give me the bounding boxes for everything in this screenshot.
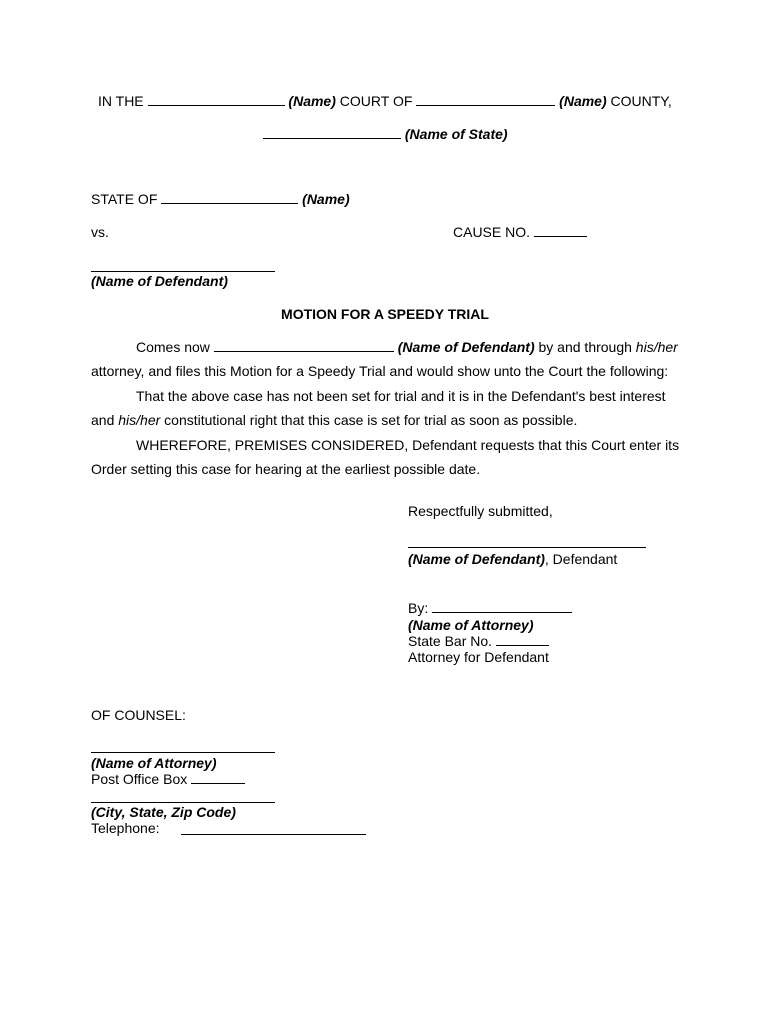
state-bar-blank[interactable] [496,632,549,646]
city-state-zip-label: (City, State, Zip Code) [91,804,236,820]
paragraph-3-line-1: WHEREFORE, PREMISES CONSIDERED, Defendant requests that this Court enter its [136,437,680,453]
defendant-name-label: (Name of Defendant) [91,273,228,289]
by-line [408,599,572,617]
telephone-blank[interactable] [181,834,366,835]
name-label: (Name) [302,191,350,207]
state-of-text: STATE OF [91,191,158,207]
paragraph-2-line-1: That the above case has not been set for trial and it is in the Defendant's best interest [136,388,666,404]
court-of-text: COURT OF [339,93,413,109]
po-box-label: Post Office Box [91,771,188,787]
comes-now-text: Comes now [136,339,210,355]
cause-no-blank[interactable] [534,223,587,237]
cause-no-label: CAUSE NO. [453,224,531,240]
attorney-for-defendant: Attorney for Defendant [408,649,549,665]
defendant-signature-blank[interactable] [408,547,646,548]
paragraph-2-rest: constitutional right that this case is set for trial as soon as possible. [164,412,578,428]
defendant-blank[interactable] [214,338,394,352]
name-label: (Name) [288,93,336,109]
cause-no-line [453,223,587,241]
defendant-name-label: (Name of Defendant) [397,339,535,355]
defendant-signature-label [408,550,617,568]
court-caption-line [98,92,672,110]
document-title: MOTION FOR A SPEEDY TRIAL [281,306,489,322]
court-name-blank[interactable] [148,92,285,106]
state-bar-label: State Bar No. [408,633,493,649]
name-of-state-label: (Name of State) [404,126,508,142]
plaintiff-state-blank[interactable] [161,190,298,204]
state-caption-line [263,125,508,143]
po-box-blank[interactable] [191,770,245,784]
attorney-name-label: (Name of Attorney) [408,617,534,633]
versus-text: vs. [91,224,109,240]
telephone-label: Telephone: [91,820,160,836]
respectfully-submitted: Respectfully submitted, [408,503,553,519]
county-text: COUNTY, [610,93,672,109]
paragraph-1-line-2: attorney, and files this Motion for a Speedy Trial and would show unto the Court the following: [91,363,669,379]
po-box-line [91,770,245,788]
paragraph-2-line-2 [91,411,577,429]
in-the-text: IN THE [98,93,144,109]
county-name-blank[interactable] [416,92,555,106]
his-her-text: his/her [118,412,161,428]
of-counsel-heading: OF COUNSEL: [91,707,186,723]
counsel-name-blank[interactable] [91,752,275,753]
by-label: By: [408,600,429,616]
defendant-suffix: , Defendant [544,551,618,567]
plaintiff-line [91,190,350,208]
paragraph-3-line-2: Order setting this case for hearing at the earliest possible date. [91,461,481,477]
and-text: and [91,412,115,428]
state-name-blank[interactable] [263,125,401,139]
defendant-name-label: (Name of Defendant) [408,551,545,567]
attorney-signature-blank[interactable] [432,599,572,613]
by-and-through-text: by and through [538,339,632,355]
paragraph-1-line-1 [136,338,678,356]
his-her-text: his/her [635,339,678,355]
name-label: (Name) [559,93,607,109]
counsel-attorney-label: (Name of Attorney) [91,755,217,771]
